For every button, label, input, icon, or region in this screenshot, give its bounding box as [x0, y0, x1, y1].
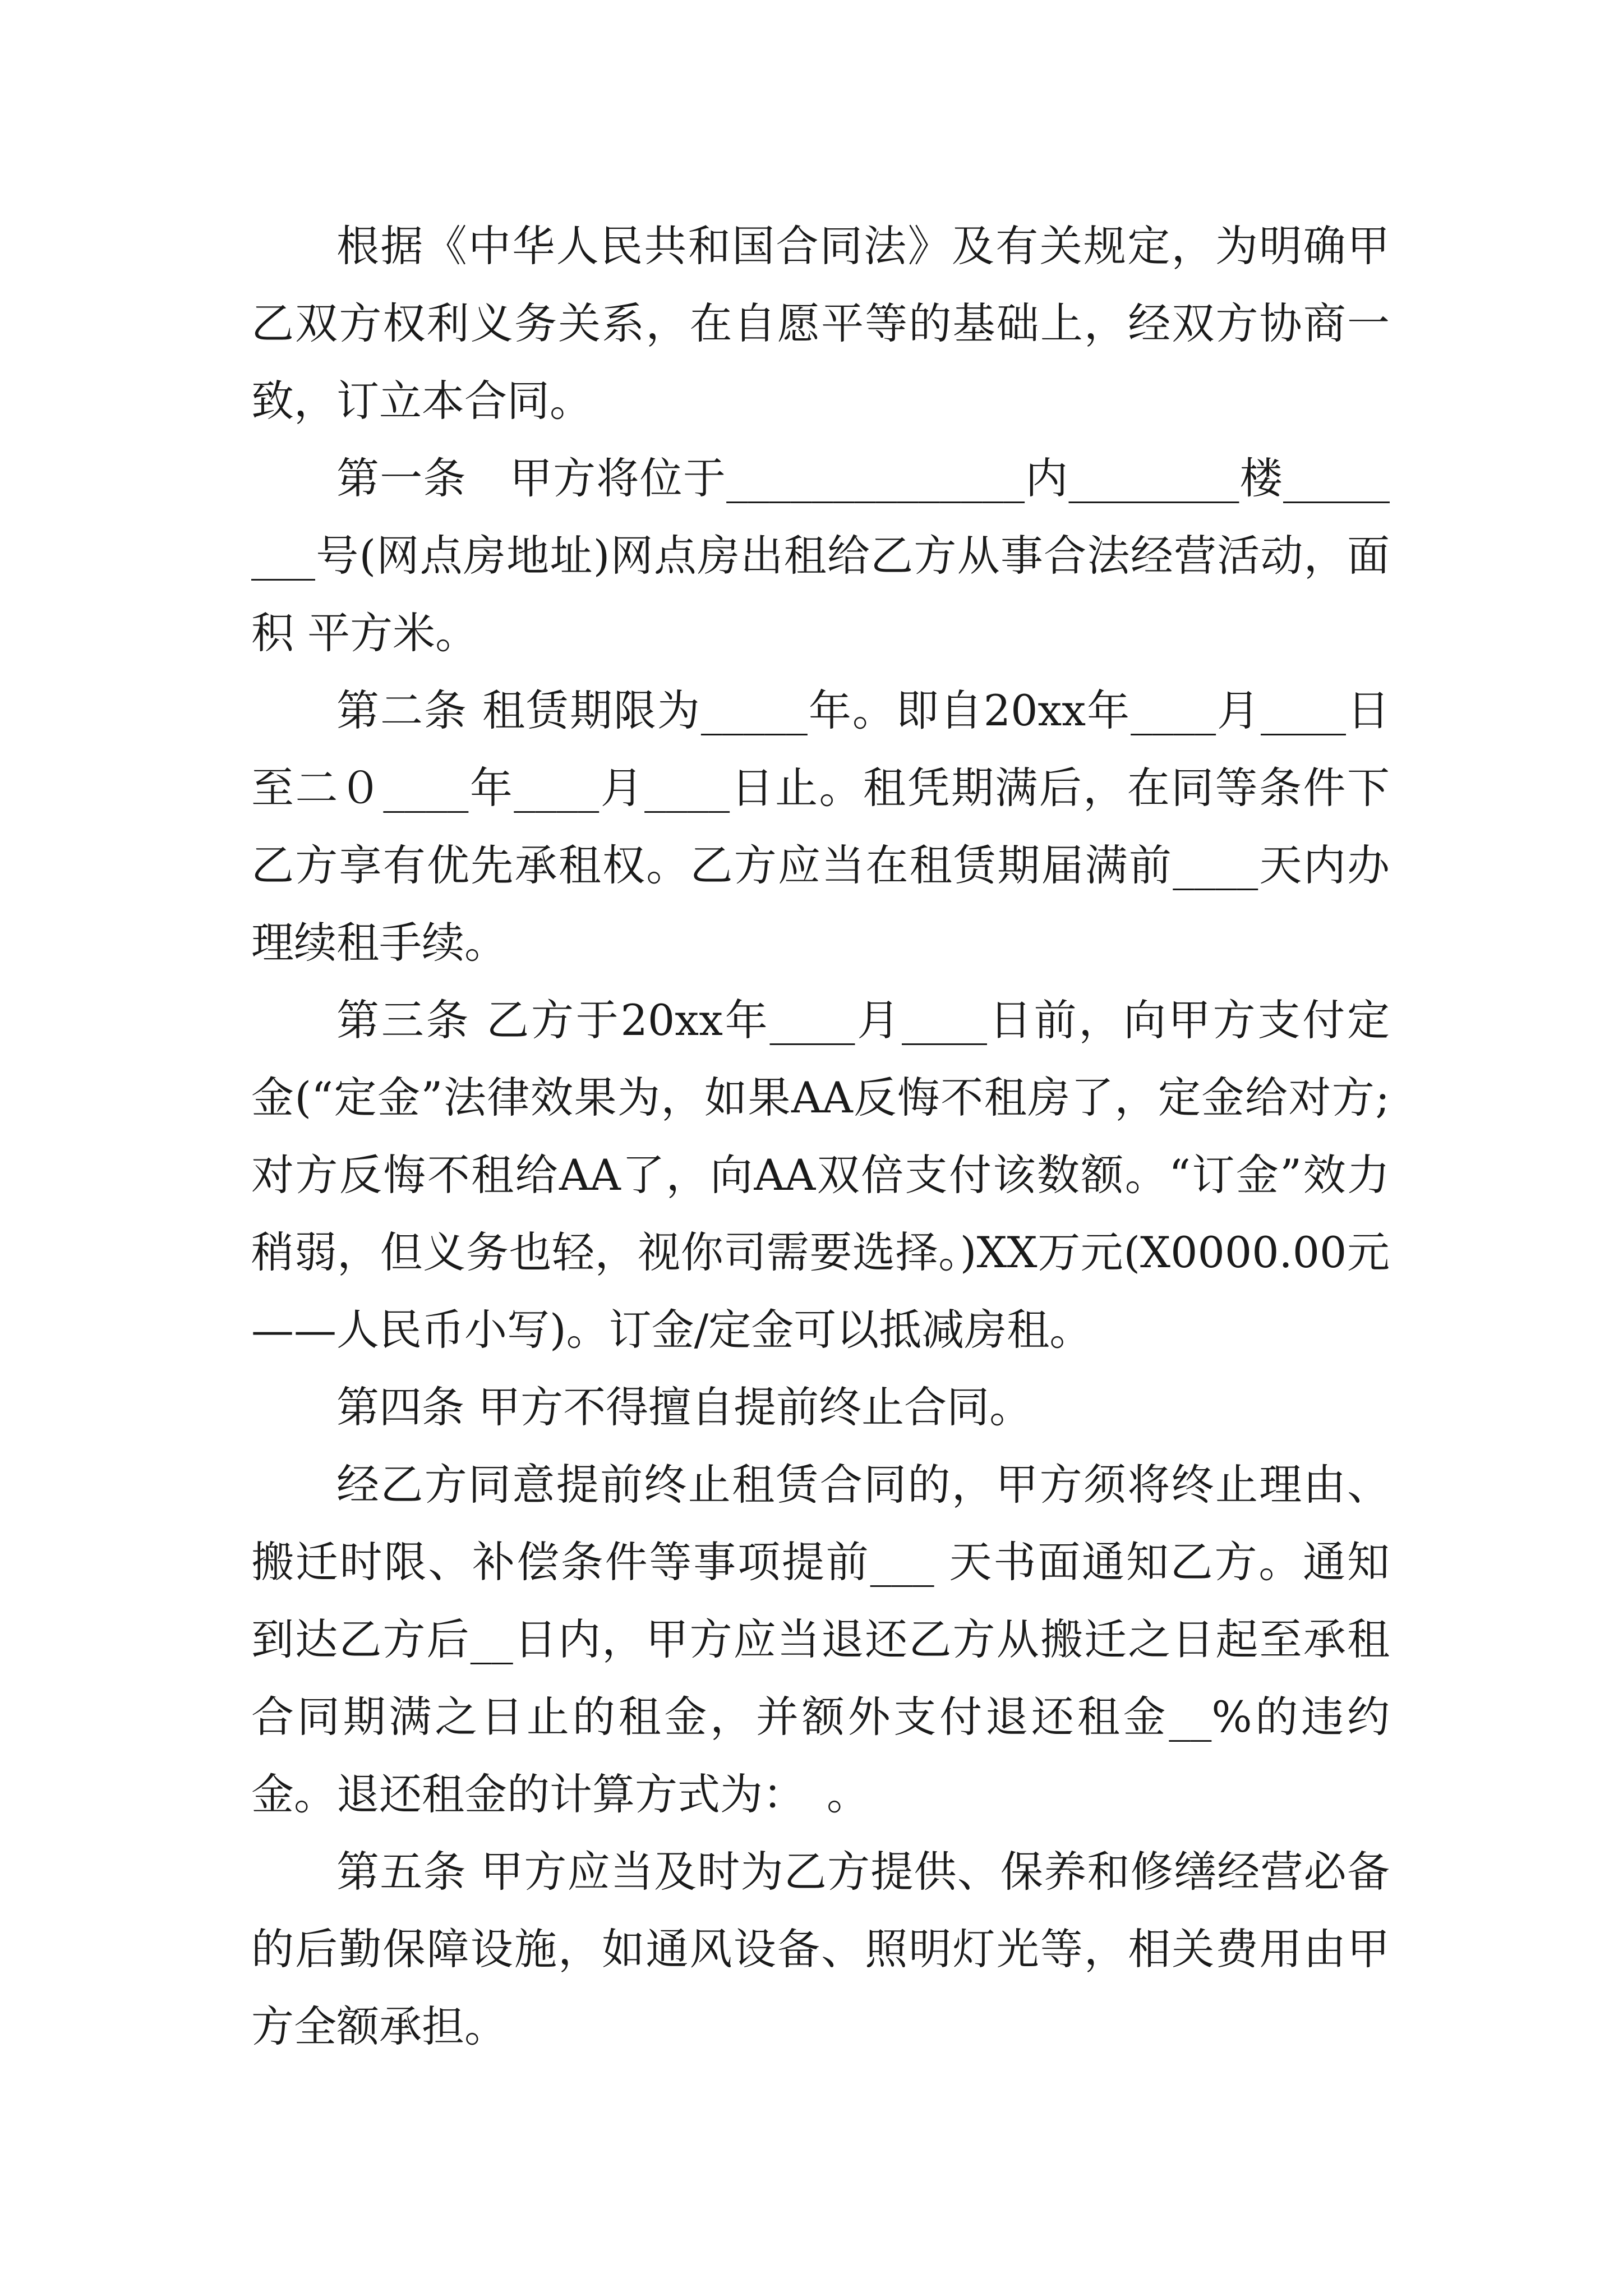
article-1-paragraph: 第一条 甲方将位于______________内________楼________号(网点房地址)网点房出租给乙方从事合法经营活动，面积 平方米。 [251, 453, 1390, 658]
contract-document [251, 208, 1390, 2065]
article-4-paragraph: 第四条 甲方不得擅自提前终止合同。 [336, 1382, 1032, 1432]
article-5-paragraph: 第五条 甲方应当及时为乙方提供、保养和修缮经营必备的后勤保障设施，如通风设备、照明灯光等，相关费用由甲方全额承担。 [251, 1847, 1390, 2051]
article-2-paragraph: 第二条 租赁期限为_____年。即自20xx年____月____日至二０____年____月____日止。租凭期满后，在同等条件下乙方享有优先承租权。乙方应当在租赁期届满前____天内办理续租手续。 [251, 685, 1390, 968]
early-termination-paragraph: 经乙方同意提前终止租赁合同的，甲方须将终止理由、搬迁时限、补偿条件等事项提前___ 天书面通知乙方。通知到达乙方后__日内，甲方应当退还乙方从搬迁之日起至承租合同期满之日止的租金，并额外支付退还租金__%的违约金。退还租金的计算方式为： 。 [251, 1460, 1390, 1819]
intro-paragraph: 根据《中华人民共和国合同法》及有关规定，为明确甲乙双方权利义务关系，在自愿平等的基础上，经双方协商一致，订立本合同。 [251, 221, 1390, 426]
article-3-paragraph: 第三条 乙方于20xx年____月____日前，向甲方支付定金(“定金”法律效果为，如果AA反悔不租房了，定金给对方;对方反悔不租给AA了，向AA双倍支付该数额。“订金”效力稍弱，但义务也轻，视你司需要选择。)XX万元(X0000.00元——人民币小写)。订金/定金可以抵减房租。 [251, 995, 1390, 1355]
